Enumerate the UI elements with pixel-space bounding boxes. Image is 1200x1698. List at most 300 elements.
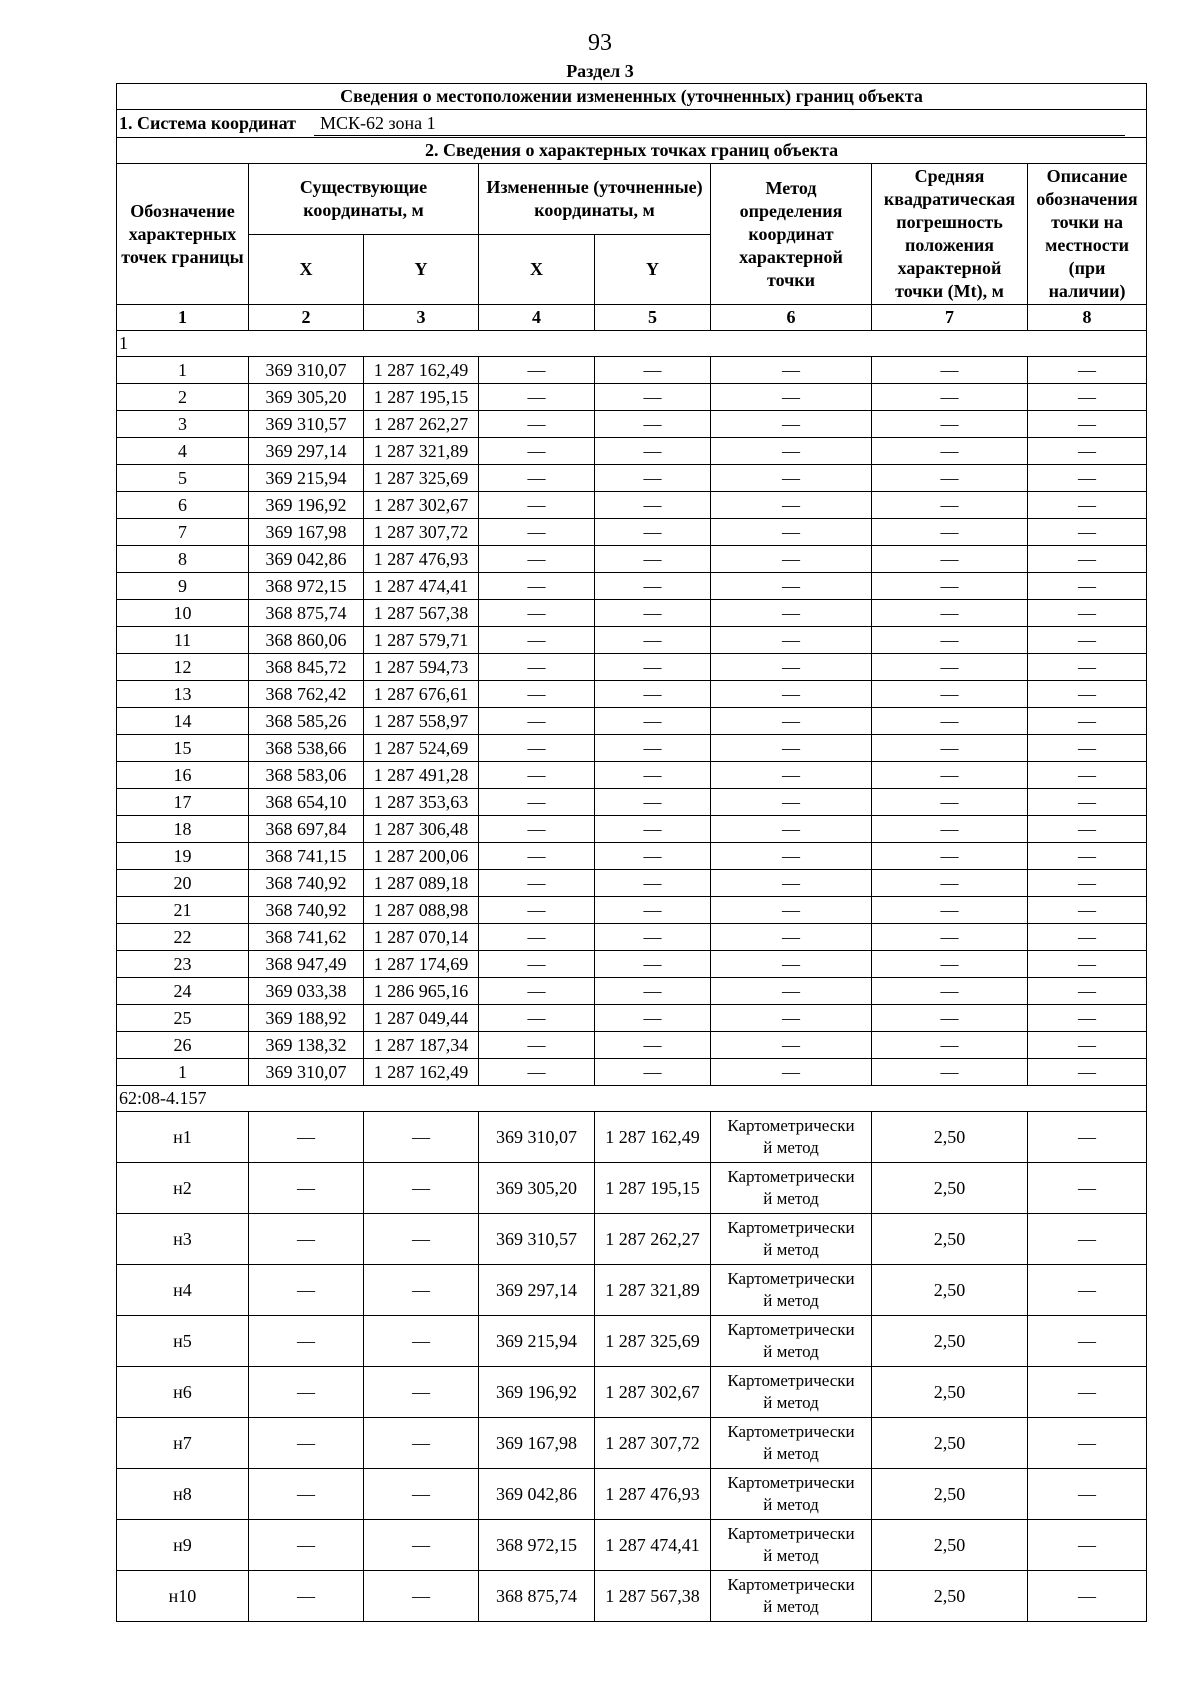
point-number: 2 [117,384,249,411]
method: — [711,708,872,735]
changed-x: 369 297,14 [479,1265,595,1316]
header-description: Описание обозначения точки на местности (при наличии) [1028,164,1147,305]
table-row [117,1005,1147,1032]
changed-y: — [595,654,711,681]
existing-y: — [364,1571,479,1622]
changed-y: — [595,519,711,546]
method: — [711,654,872,681]
changed-x: — [479,357,595,384]
error: — [872,1005,1028,1032]
changed-x: — [479,600,595,627]
method [711,1571,872,1622]
existing-y: 1 287 174,69 [364,951,479,978]
existing-x: 368 538,66 [249,735,364,762]
changed-y: 1 287 567,38 [595,1571,711,1622]
point-number: 5 [117,465,249,492]
table-row [117,1571,1147,1622]
changed-x: — [479,465,595,492]
existing-y: — [364,1316,479,1367]
point-number: 26 [117,1032,249,1059]
description: — [1028,411,1147,438]
description: — [1028,1059,1147,1086]
point-number: 20 [117,870,249,897]
description: — [1028,1520,1147,1571]
existing-x: 369 305,20 [249,384,364,411]
header-changed-y: Y [595,235,711,305]
table-row [117,600,1147,627]
changed-x: — [479,1032,595,1059]
header-point-designation: Обозначение характерных точек границы [117,164,249,305]
description: — [1028,1265,1147,1316]
changed-y: — [595,573,711,600]
table-row [117,546,1147,573]
table-row [117,1418,1147,1469]
point-number: 6 [117,492,249,519]
method [711,1214,872,1265]
existing-x: 369 167,98 [249,519,364,546]
error: — [872,870,1028,897]
changed-y: — [595,951,711,978]
changed-x: — [479,924,595,951]
method: — [711,1032,872,1059]
error: — [872,681,1028,708]
description: — [1028,384,1147,411]
table-row [117,1032,1147,1059]
existing-x: 369 042,86 [249,546,364,573]
table-row [117,1367,1147,1418]
existing-y: 1 287 567,38 [364,600,479,627]
existing-x: 368 875,74 [249,600,364,627]
table-row [117,1059,1147,1086]
table-row [117,357,1147,384]
description: — [1028,681,1147,708]
description: — [1028,465,1147,492]
changed-y: — [595,411,711,438]
changed-x: 369 167,98 [479,1418,595,1469]
changed-y: 1 287 162,49 [595,1112,711,1163]
changed-x: — [479,843,595,870]
error: 2,50 [872,1418,1028,1469]
method: — [711,411,872,438]
error: — [872,546,1028,573]
description: — [1028,924,1147,951]
existing-y: 1 287 306,48 [364,816,479,843]
changed-y: — [595,438,711,465]
column-number: 5 [595,305,711,331]
changed-x: — [479,519,595,546]
changed-x: — [479,789,595,816]
existing-y: 1 286 965,16 [364,978,479,1005]
changed-x: — [479,735,595,762]
error: — [872,951,1028,978]
method: — [711,465,872,492]
changed-y: — [595,978,711,1005]
column-number: 4 [479,305,595,331]
method-text-line2: й метод [763,1342,819,1361]
table-row [117,870,1147,897]
point-number: н8 [117,1469,249,1520]
changed-x: — [479,438,595,465]
existing-x: 369 297,14 [249,438,364,465]
point-number: 18 [117,816,249,843]
point-number: 1 [117,1059,249,1086]
table-row [117,438,1147,465]
description: — [1028,1316,1147,1367]
existing-y: — [364,1214,479,1265]
existing-x: 368 762,42 [249,681,364,708]
coord-system-row [117,110,1147,138]
description: — [1028,600,1147,627]
method-text-line2: й метод [763,1240,819,1259]
point-number: 23 [117,951,249,978]
method: — [711,600,872,627]
error: — [872,924,1028,951]
method: — [711,897,872,924]
table-row [117,465,1147,492]
method: — [711,978,872,1005]
column-number: 3 [364,305,479,331]
existing-y: 1 287 162,49 [364,1059,479,1086]
existing-y: 1 287 474,41 [364,573,479,600]
error: — [872,762,1028,789]
existing-x: — [249,1367,364,1418]
existing-x: 369 033,38 [249,978,364,1005]
header-existing-x: X [249,235,364,305]
changed-y: 1 287 325,69 [595,1316,711,1367]
method-text-line1: Картометрически [727,1116,855,1135]
changed-y: 1 287 302,67 [595,1367,711,1418]
description: — [1028,816,1147,843]
existing-x: 369 138,32 [249,1032,364,1059]
description: — [1028,1112,1147,1163]
existing-y: — [364,1112,479,1163]
method-text-line2: й метод [763,1444,819,1463]
header-existing-y: Y [364,235,479,305]
column-number: 1 [117,305,249,331]
error: 2,50 [872,1316,1028,1367]
method: — [711,681,872,708]
point-number: н10 [117,1571,249,1622]
point-number: 12 [117,654,249,681]
error: — [872,573,1028,600]
method: — [711,951,872,978]
table-row [117,924,1147,951]
changed-x: — [479,681,595,708]
point-number: 21 [117,897,249,924]
point-number: 3 [117,411,249,438]
description: — [1028,627,1147,654]
table-row [117,789,1147,816]
table-row [117,1112,1147,1163]
existing-y: — [364,1367,479,1418]
existing-x: 368 741,15 [249,843,364,870]
table-row [117,897,1147,924]
method: — [711,384,872,411]
method [711,1316,872,1367]
description: — [1028,1214,1147,1265]
changed-y: 1 287 476,93 [595,1469,711,1520]
existing-x: 368 654,10 [249,789,364,816]
method-text-line1: Картометрически [727,1422,855,1441]
changed-x: 369 042,86 [479,1469,595,1520]
point-number: н9 [117,1520,249,1571]
table-row [117,843,1147,870]
description: — [1028,762,1147,789]
existing-x: 369 310,07 [249,1059,364,1086]
point-number: 22 [117,924,249,951]
changed-y: — [595,465,711,492]
method-text-line2: й метод [763,1138,819,1157]
method: — [711,735,872,762]
description: — [1028,870,1147,897]
header-existing-coords: Существующие координаты, м [249,164,479,235]
method [711,1112,872,1163]
group-label: 62:08-4.157 [117,1086,1147,1112]
error: 2,50 [872,1163,1028,1214]
error: — [872,897,1028,924]
method: — [711,870,872,897]
point-number: 8 [117,546,249,573]
description: — [1028,978,1147,1005]
changed-x: — [479,573,595,600]
table-row [117,1265,1147,1316]
point-number: 14 [117,708,249,735]
point-number: 19 [117,843,249,870]
changed-x: 369 310,57 [479,1214,595,1265]
point-number: 13 [117,681,249,708]
error: — [872,519,1028,546]
existing-x: — [249,1265,364,1316]
point-number: 16 [117,762,249,789]
error: — [872,492,1028,519]
description: — [1028,546,1147,573]
table-row [117,762,1147,789]
existing-y: — [364,1163,479,1214]
method-text-line1: Картометрически [727,1269,855,1288]
description: — [1028,654,1147,681]
method-text-line2: й метод [763,1597,819,1616]
error: — [872,843,1028,870]
changed-y: — [595,870,711,897]
table-row [117,519,1147,546]
section-label: Раздел 3 [566,61,634,81]
header-method: Метод определения координат характерной точки [711,164,872,305]
table-row [117,384,1147,411]
table-title: Сведения о местоположении измененных (уточненных) границ объекта [117,84,1147,110]
existing-x: 369 215,94 [249,465,364,492]
column-number: 2 [249,305,364,331]
table-row [117,411,1147,438]
changed-x: — [479,1005,595,1032]
error: — [872,1059,1028,1086]
table-row [117,1214,1147,1265]
existing-x: 368 697,84 [249,816,364,843]
method [711,1367,872,1418]
changed-y: — [595,897,711,924]
changed-y: — [595,600,711,627]
method-text-line2: й метод [763,1189,819,1208]
point-number: 1 [117,357,249,384]
existing-y: 1 287 187,34 [364,1032,479,1059]
existing-x: 368 947,49 [249,951,364,978]
existing-y: 1 287 321,89 [364,438,479,465]
error: — [872,1032,1028,1059]
description: — [1028,1032,1147,1059]
existing-x: 368 585,26 [249,708,364,735]
changed-x: 369 215,94 [479,1316,595,1367]
table-row [117,627,1147,654]
column-number: 8 [1028,305,1147,331]
existing-x: — [249,1316,364,1367]
existing-x: — [249,1571,364,1622]
description: — [1028,438,1147,465]
description: — [1028,357,1147,384]
existing-y: 1 287 558,97 [364,708,479,735]
error: — [872,411,1028,438]
coordinates-table [116,83,1147,1622]
changed-y: — [595,681,711,708]
existing-x: 369 196,92 [249,492,364,519]
existing-x: — [249,1112,364,1163]
point-number: 4 [117,438,249,465]
existing-y: 1 287 524,69 [364,735,479,762]
existing-y: 1 287 594,73 [364,654,479,681]
existing-x: 369 310,07 [249,357,364,384]
table-row [117,1469,1147,1520]
changed-y: — [595,762,711,789]
column-number: 7 [872,305,1028,331]
method: — [711,438,872,465]
existing-x: 368 972,15 [249,573,364,600]
existing-x: 368 860,06 [249,627,364,654]
existing-y: 1 287 476,93 [364,546,479,573]
existing-y: 1 287 325,69 [364,465,479,492]
header-changed-x: X [479,235,595,305]
table-row [117,978,1147,1005]
point-number: н3 [117,1214,249,1265]
existing-x: 369 188,92 [249,1005,364,1032]
method [711,1418,872,1469]
changed-x: — [479,870,595,897]
table-row [117,951,1147,978]
changed-x: — [479,546,595,573]
method-text-line1: Картометрически [727,1320,855,1339]
error: 2,50 [872,1571,1028,1622]
table-row [117,681,1147,708]
method-text-line2: й метод [763,1495,819,1514]
point-number: н6 [117,1367,249,1418]
coord-system-label: 1. Система координат [119,112,296,133]
changed-y: — [595,546,711,573]
table-row [117,816,1147,843]
point-number: н5 [117,1316,249,1367]
method-text-line1: Картометрически [727,1575,855,1594]
method-text-line1: Картометрически [727,1473,855,1492]
method [711,1265,872,1316]
changed-y: 1 287 262,27 [595,1214,711,1265]
existing-y: 1 287 070,14 [364,924,479,951]
description: — [1028,951,1147,978]
existing-y: 1 287 195,15 [364,384,479,411]
table-row [117,735,1147,762]
changed-y: — [595,357,711,384]
existing-x: — [249,1163,364,1214]
changed-x: — [479,654,595,681]
table-row [117,573,1147,600]
point-number: 11 [117,627,249,654]
method-text-line2: й метод [763,1393,819,1412]
method-text-line1: Картометрически [727,1371,855,1390]
changed-x: — [479,951,595,978]
changed-y: — [595,627,711,654]
error: 2,50 [872,1469,1028,1520]
description: — [1028,897,1147,924]
method [711,1520,872,1571]
error: 2,50 [872,1367,1028,1418]
error: 2,50 [872,1265,1028,1316]
existing-y: — [364,1418,479,1469]
method: — [711,519,872,546]
existing-x: 369 310,57 [249,411,364,438]
table-row [117,1520,1147,1571]
changed-x: — [479,1059,595,1086]
method-text-line1: Картометрически [727,1524,855,1543]
changed-y: — [595,816,711,843]
point-number: 9 [117,573,249,600]
method: — [711,573,872,600]
description: — [1028,573,1147,600]
point-number: 10 [117,600,249,627]
description: — [1028,1418,1147,1469]
method-text-line2: й метод [763,1546,819,1565]
point-number: н7 [117,1418,249,1469]
error: — [872,654,1028,681]
existing-y: — [364,1265,479,1316]
method: — [711,357,872,384]
existing-y: 1 287 579,71 [364,627,479,654]
error: — [872,438,1028,465]
error: — [872,789,1028,816]
changed-y: — [595,1032,711,1059]
existing-x: — [249,1214,364,1265]
changed-y: 1 287 321,89 [595,1265,711,1316]
point-number: н2 [117,1163,249,1214]
changed-y: — [595,735,711,762]
point-number: 7 [117,519,249,546]
method-text-line1: Картометрически [727,1218,855,1237]
existing-x: — [249,1418,364,1469]
method [711,1163,872,1214]
existing-y: 1 287 307,72 [364,519,479,546]
table-row [117,654,1147,681]
point-number: н1 [117,1112,249,1163]
method-text-line2: й метод [763,1291,819,1310]
point-number: 17 [117,789,249,816]
table-row [117,492,1147,519]
method: — [711,762,872,789]
changed-x: — [479,492,595,519]
page-number: 93 [588,30,612,56]
point-number: 24 [117,978,249,1005]
method: — [711,789,872,816]
table-row [117,708,1147,735]
description: — [1028,1571,1147,1622]
header-changed-coords: Измененные (уточненные) координаты, м [479,164,711,235]
description: — [1028,1469,1147,1520]
changed-y: — [595,708,711,735]
existing-x: 368 741,62 [249,924,364,951]
existing-x: 368 740,92 [249,897,364,924]
